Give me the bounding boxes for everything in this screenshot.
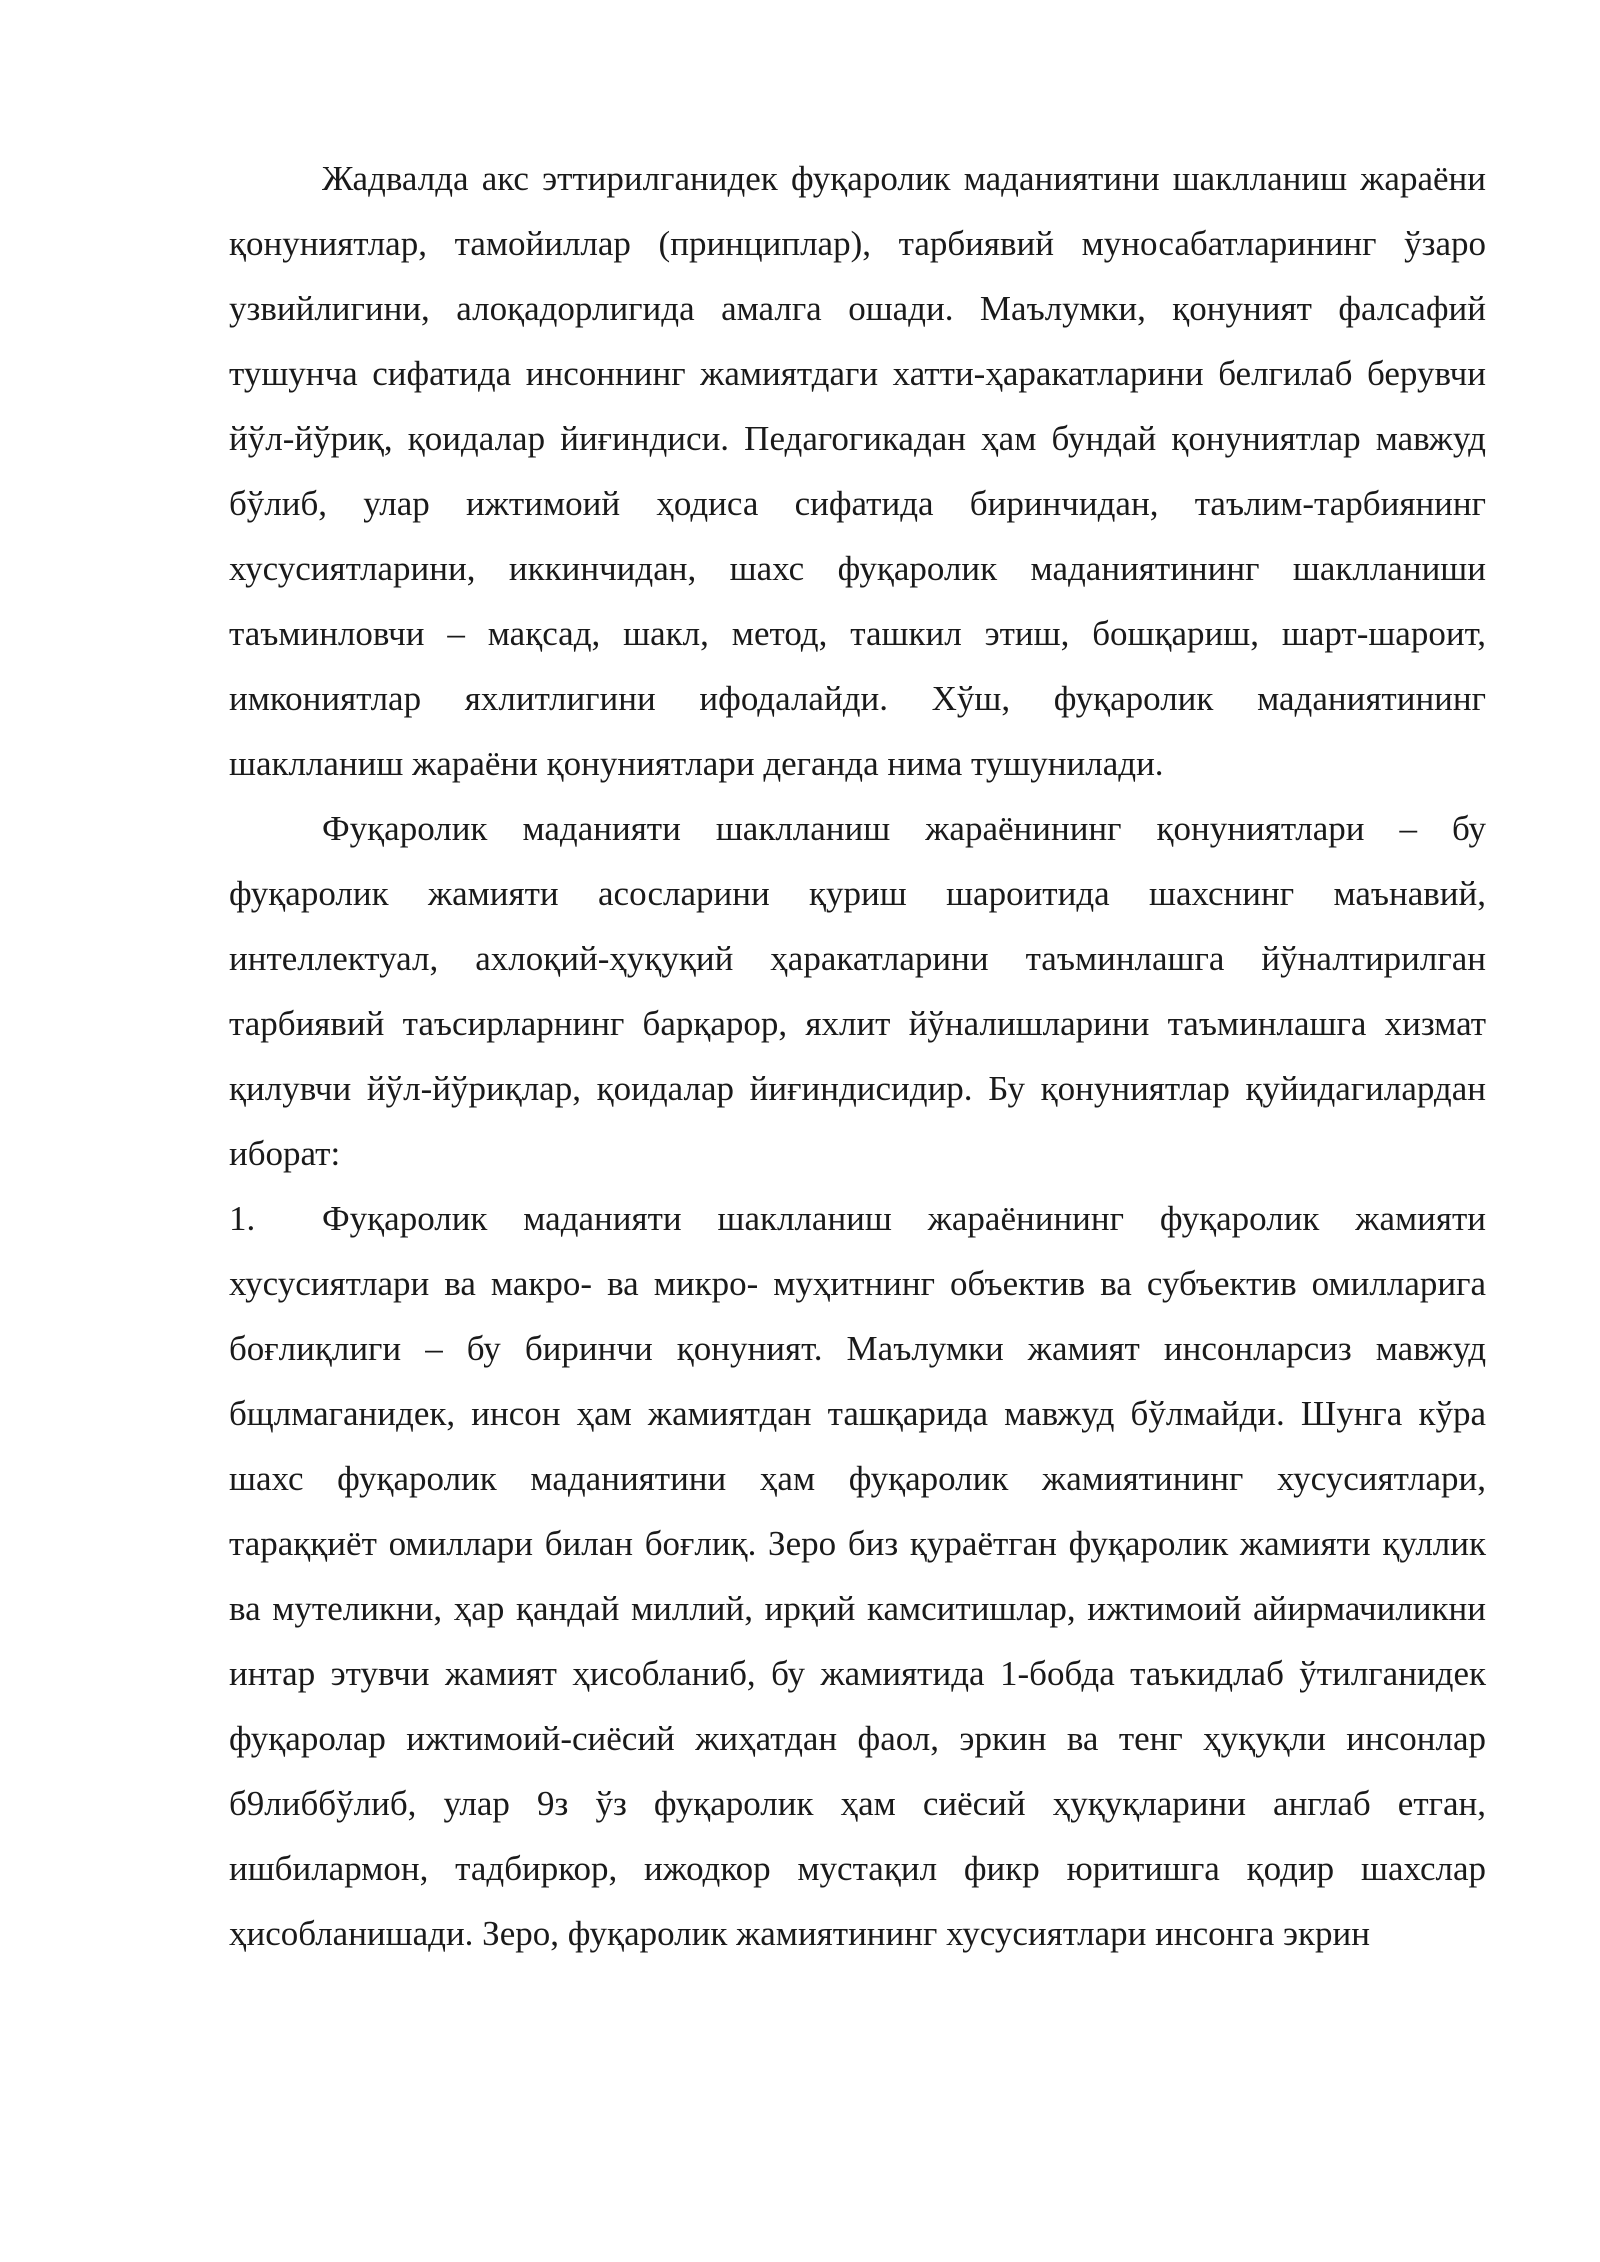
paragraph-2: Фуқаролик маданияти шаклланиш жараёнининг қонуниятлари – бу фуқаролик жамияти асосларини қуриш шароитида шахснинг маънавий, интеллектуал, ахлоқий-ҳуқуқий ҳаракатларини таъминлашга йўналтирилган тарбиявий таъсирларнинг барқарор, яхлит йўналишларини таъминлашга хизмат қилувчи йўл-йўриқлар, қоидалар йиғиндисидир. Бу қонуниятлар қуйидагилардан иборат: bbox=[229, 809, 1486, 1173]
list-item-text: Фуқаролик маданияти шаклланиш жараёнининг фуқаролик жамияти хусусиятлари ва макро- ва микро- муҳитнинг объектив ва субъектив омилларига боғлиқлиги – бу биринчи қонуният. Маълумки жамият инсонларсиз мавжуд бщлмаганидек, инсон ҳам жамиятдан ташқарида мавжуд бўлмайди. Шунга кўра шахс фуқаролик маданиятини ҳам фуқаролик жамиятининг хусусиятлари, тараққиёт омиллари билан боғлиқ. Зеро биз қураётган фуқаролик жамияти қуллик ва мутеликни, ҳар қандай миллий, ирқий камситишлар, ижтимоий айирмачиликни интар этувчи жамият ҳисобланиб, бу жамиятида 1-бобда таъкидлаб ўтилганидек фуқаролар ижтимоий-сиёсий жиҳатдан фаол, эркин ва тенг ҳуқуқли инсонлар б9либбўлиб, улар 9з ўз фуқаролик ҳам сиёсий ҳуқуқларини англаб етган, ишбилармон, тадбиркор, ижодкор мустақил фикр юритишга қодир шахслар ҳисобланишади. Зеро, фуқаролик жамиятининг хусусиятлари инсонга экрин bbox=[229, 1199, 1486, 1953]
body-text bbox=[229, 146, 1486, 1966]
list-item-1 bbox=[229, 1186, 1486, 1966]
list-item-number: 1. bbox=[229, 1199, 256, 1238]
paragraph-1: Жадвалда акс эттирилганидек фуқаролик маданиятини шаклланиш жараёни қонуниятлар, тамойиллар (принциплар), тарбиявий муносабатларининг ўзаро узвийлигини, алоқадорлигида амалга ошади. Маълумки, қонуният фалсафий тушунча сифатида инсоннинг жамиятдаги хатти-ҳаракатларини белгилаб берувчи йўл-йўриқ, қоидалар йиғиндиси. Педагогикадан ҳам бундай қонуниятлар мавжуд бўлиб, улар ижтимоий ҳодиса сифатида биринчидан, таълим-тарбиянинг хусусиятларини, иккинчидан, шахс фуқаролик маданиятининг шаклланиши таъминловчи – мақсад, шакл, метод, ташкил этиш, бошқариш, шарт-шароит, имкониятлар яхлитлигини ифодалайди. Хўш, фуқаролик маданиятининг шаклланиш жараёни қонуниятлари деганда нима тушунилади. bbox=[229, 159, 1486, 783]
